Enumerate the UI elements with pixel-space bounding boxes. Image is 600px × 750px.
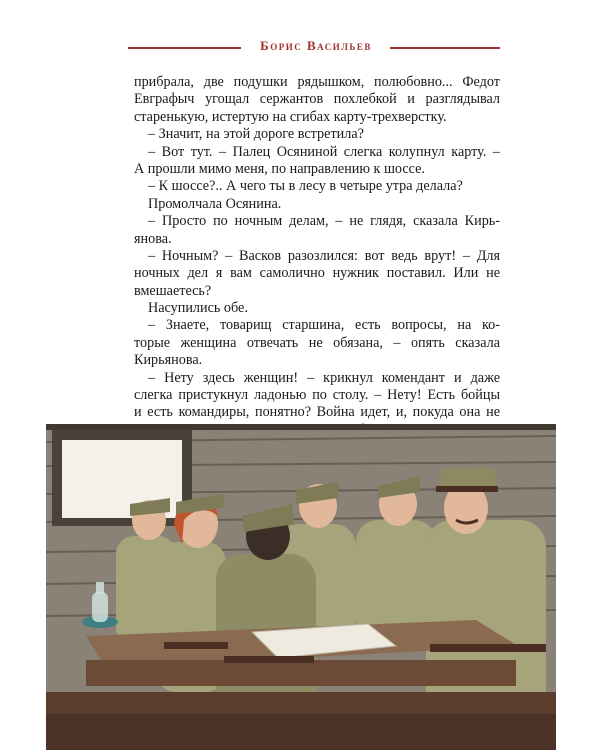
header-rule-right <box>390 47 500 49</box>
text-line: – К шоссе?.. А чего ты в лесу в четыре утра делала? <box>148 178 463 195</box>
body-text <box>134 74 500 439</box>
text-line: А прошли мимо меня, по направлению к шоссе. <box>134 160 425 177</box>
author-name: Борис Васильев <box>260 38 372 53</box>
text-line: – Ночным? – Васков разозлился: вот ведь врут! – Для <box>148 247 500 264</box>
illustration <box>46 424 556 750</box>
table-front <box>86 660 516 686</box>
text-line: ночных дел я вам самолично нужник поставил. Или не <box>134 265 500 282</box>
belt <box>224 656 314 663</box>
text-line: – Вот тут. – Палец Осяниной слегка колупнул карту. – <box>148 143 500 160</box>
text-line: – Значит, на этой дороге встретила? <box>148 126 364 143</box>
bench <box>46 692 556 714</box>
running-header <box>0 38 600 58</box>
text-line: – Знаете, товарищ старшина, есть вопросы, на ко- <box>148 317 500 334</box>
text-line: слегка пристукнул ладонью по столу. – Нету! Есть бойцы <box>134 387 500 404</box>
text-line: – Просто по ночным делам, – не глядя, сказала Кирь- <box>148 213 500 230</box>
belt <box>430 644 546 652</box>
text-line: старенькую, истертую на сгибах карту-трехверстку. <box>134 108 447 125</box>
belt <box>164 642 228 649</box>
text-line: Насупились обе. <box>148 300 248 317</box>
text-line: вмешаетесь? <box>134 282 212 299</box>
text-line: Евграфыч угощал сержантов похлебкой и разглядывал <box>134 91 500 108</box>
text-line: торые женщина отвечать не обязана, – опять сказала <box>134 334 500 351</box>
text-line: и есть командиры, понятно? Война идет, и, покуда она не <box>134 404 500 421</box>
text-line: прибрала, две подушки рядышком, полюбовно... Федот <box>134 74 500 90</box>
text-line: Промолчала Осянина. <box>148 195 282 212</box>
text-line: – Нету здесь женщин! – крикнул комендант и даже <box>148 369 500 386</box>
header-rule-left <box>128 47 241 49</box>
text-line: янова. <box>134 230 172 247</box>
text-line: Кирьянова. <box>134 352 203 369</box>
